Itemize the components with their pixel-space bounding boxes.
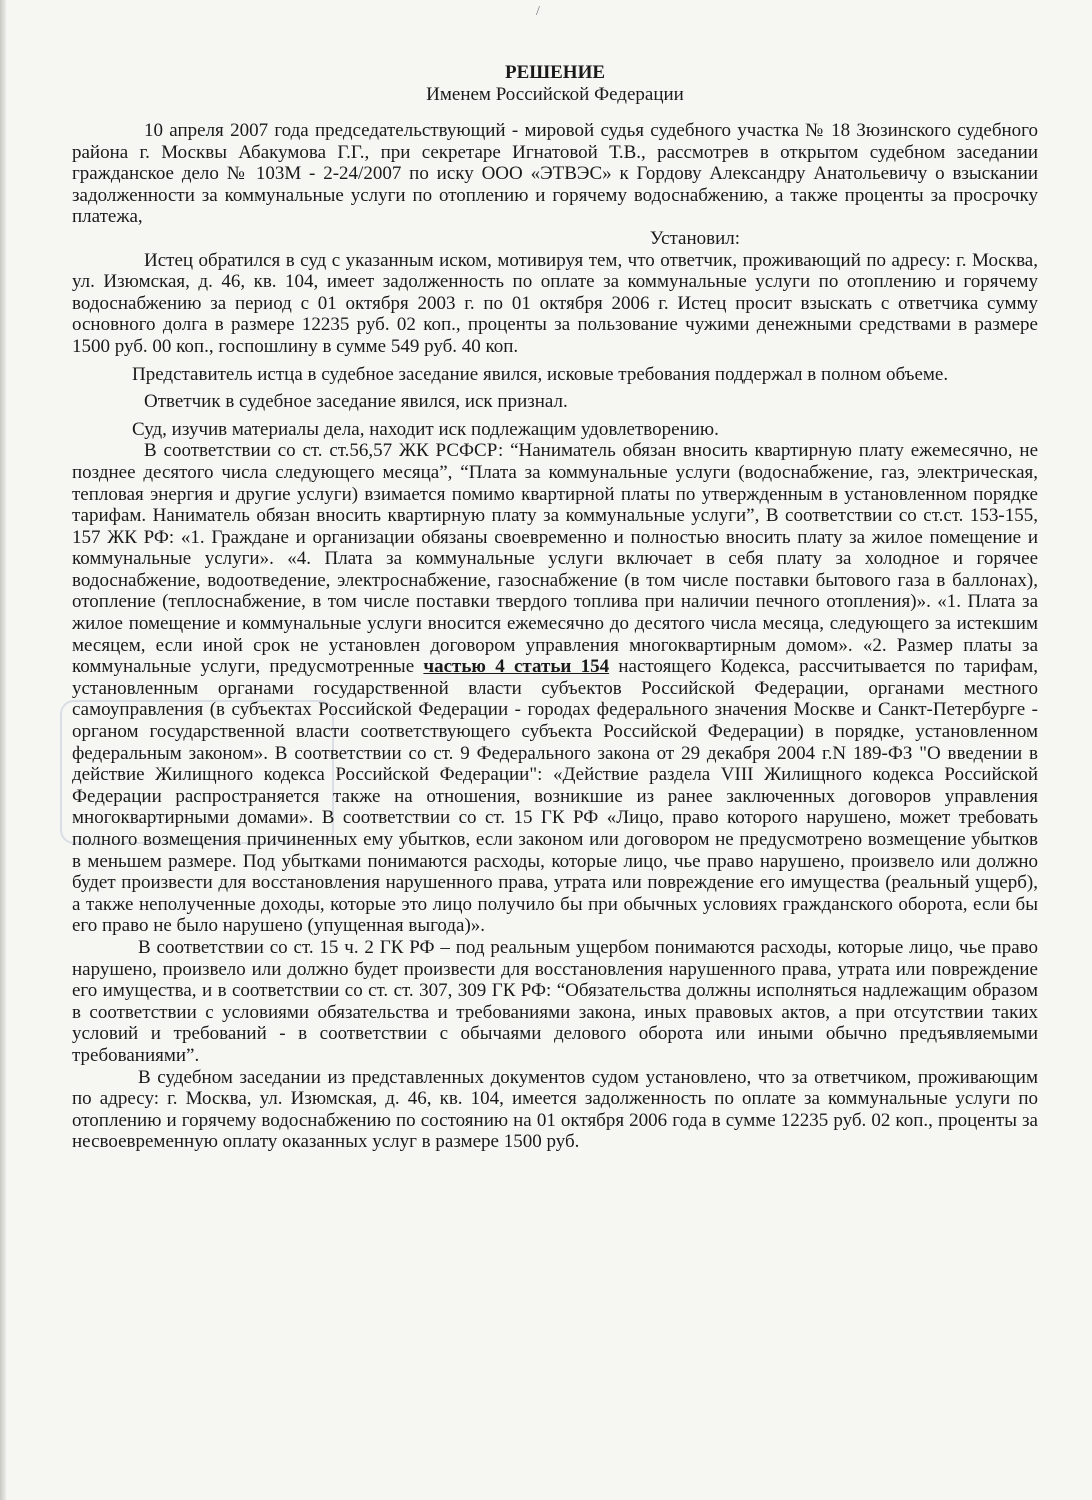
- document-body: [72, 62, 1038, 1153]
- intro-paragraph: 10 апреля 2007 года председательствующий - мировой судья судебного участка № 18 Зюзинского судебного района г. Москвы Абакумова Г.Г., при секретаре Игнатовой Т.В., рассмотрев в открытом судебном заседании гражданское дело № 103М - 2-24/2007 по иску ООО «ЭТВЭС» к Гордову Александру Анатольевичу о взыскании задолженности за коммунальные услуги по отоплению и горячему водоснабжению, а также проценты за просрочку платежа,: [72, 120, 1038, 228]
- paragraph-claim: Истец обратился в суд с указанным иском, мотивируя тем, что ответчик, проживающий по адресу: г. Москва, ул. Изюмская, д. 46, кв. 104, имеет задолженность по оплате за коммунальные услуги по отоплению и горячему водоснабжению за период с 01 октября 2003 г. по 01 октября 2006 г. Истец просит взыскать с ответчика сумму основного долга в размере 12235 руб. 02 коп., проценты за пользование чужими денежными средствами в размере 1500 руб. 00 коп., госпошлину в сумме 549 руб. 40 коп.: [72, 249, 1038, 357]
- paragraph-legal-basis: [72, 440, 1038, 937]
- paragraph-court-established: В судебном заседании из представленных документов судом установлено, что за ответчиком, проживающим по адресу: г. Москва, ул. Изюмская, д. 46, кв. 104, имеется задолженность по оплате за коммунальные услуги по отоплению и горячему водоснабжению по состоянию на 01 октября 2006 года в сумме 12235 руб. 02 коп., проценты за несвоевременную оплату оказанных услуг в размере 1500 руб.: [72, 1066, 1038, 1153]
- legal-basis-text-2: настоящего Кодекса, рассчитывается по тарифам, установленным органами государственной власти субъектов Российской Федерации, органами местного самоуправления (в субъектах Российской Федерации - городах федерального значения Москве и Санкт-Петербурге - органом государственной власти соответствующего субъекта Российской Федерации) в порядке, установленном федеральным законом». В соответствии со ст. 9 Федерального закона от 29 декабря 2004 г.N 189-ФЗ "О введении в действие Жилищного кодекса Российской Федерации": «Действие раздела VIII Жилищного кодекса Российской Федерации распространяется также на отношения, возникшие из ранее заключенных договоров управления многоквартирными домами». В соответствии со ст. 15 ГК РФ «Лицо, право которого нарушено, может требовать полного возмещения причиненных ему убытков, если законом или договором не предусмотрено возмещение убытков в меньшем размере. Под убытками понимаются расходы, которые лицо, чье право нарушено, произвело или должно будет произвести для восстановления нарушенного права, утрата или повреждение его имущества (реальный ущерб), а также неполученные доходы, которые это лицо получило бы при обычных условиях гражданского оборота, если бы его право не было нарушено (упущенная выгода)».: [72, 656, 1038, 937]
- paragraph-representative: Представитель истца в судебное заседание явился, исковые требования поддержал в полном объеме.: [132, 363, 949, 385]
- paragraph-defendant: Ответчик в судебное заседание явился, иск признал.: [144, 391, 568, 413]
- legal-basis-text-1: В соответствии со ст. ст.56,57 ЖК РСФСР: “Наниматель обязан вносить квартирную плату ежемесячно, не позднее десятого числа следующего месяца”, “Плата за коммунальные услуги (водоснабжение, газ, электрическая, тепловая энергия и другие услуги) взимается помимо квартирной платы по утвержденным в установленном порядке тарифам. Наниматель обязан вносить квартирную плату за коммунальные услуги”, В соответствии со ст.ст. 153-155, 157 ЖК РФ: «1. Граждане и организации обязаны своевременно и полностью вносить плату за жилое помещение и коммунальные услуги». «4. Плата за коммунальные услуги включает в себя плату за холодное и горячее водоснабжение, водоотведение, электроснабжение, газоснабжение (в том числе поставки бытового газа в баллонах), отопление (теплоснабжение, в том числе поставки твердого топлива при наличии печного отопления)». «1. Плата за жилое помещение и коммунальные услуги вносится ежемесячно до десятого числа месяца, следующего за истекшим месяцем, если иной срок не установлен договором управления многоквартирным домом». «2. Размер платы за коммунальные услуги, предусмотренные: [72, 440, 1038, 678]
- paragraph-real-damage: В соответствии со ст. 15 ч. 2 ГК РФ – под реальным ущербом понимаются расходы, которые лицо, чье право нарушено, произвело или должно будет произвести для восстановления нарушенного права, утрата или повреждение его имущества, и в соответствии со ст. ст. 307, 309 ГК РФ: “Обязательства должны исполняться надлежащим образом в соответствии с условиями обязательства и требованиями закона, иных правовых актов, а при отсутствии таких условий и требований - в соответствии с обычаями делового оборота или иными обычно предъявляемыми требованиями”.: [72, 936, 1038, 1066]
- document-subtitle: Именем Российской Федерации: [426, 84, 684, 105]
- legal-reference-link: частью 4 статьи 154: [423, 656, 610, 678]
- paragraph-court-finding: Суд, изучив материалы дела, находит иск подлежащим удовлетворению.: [132, 418, 719, 440]
- document-title: РЕШЕНИЕ: [504, 62, 606, 83]
- pencil-mark: /: [536, 4, 540, 19]
- established-heading: Установил:: [649, 227, 741, 249]
- page-edge-shadow: [0, 0, 6, 1500]
